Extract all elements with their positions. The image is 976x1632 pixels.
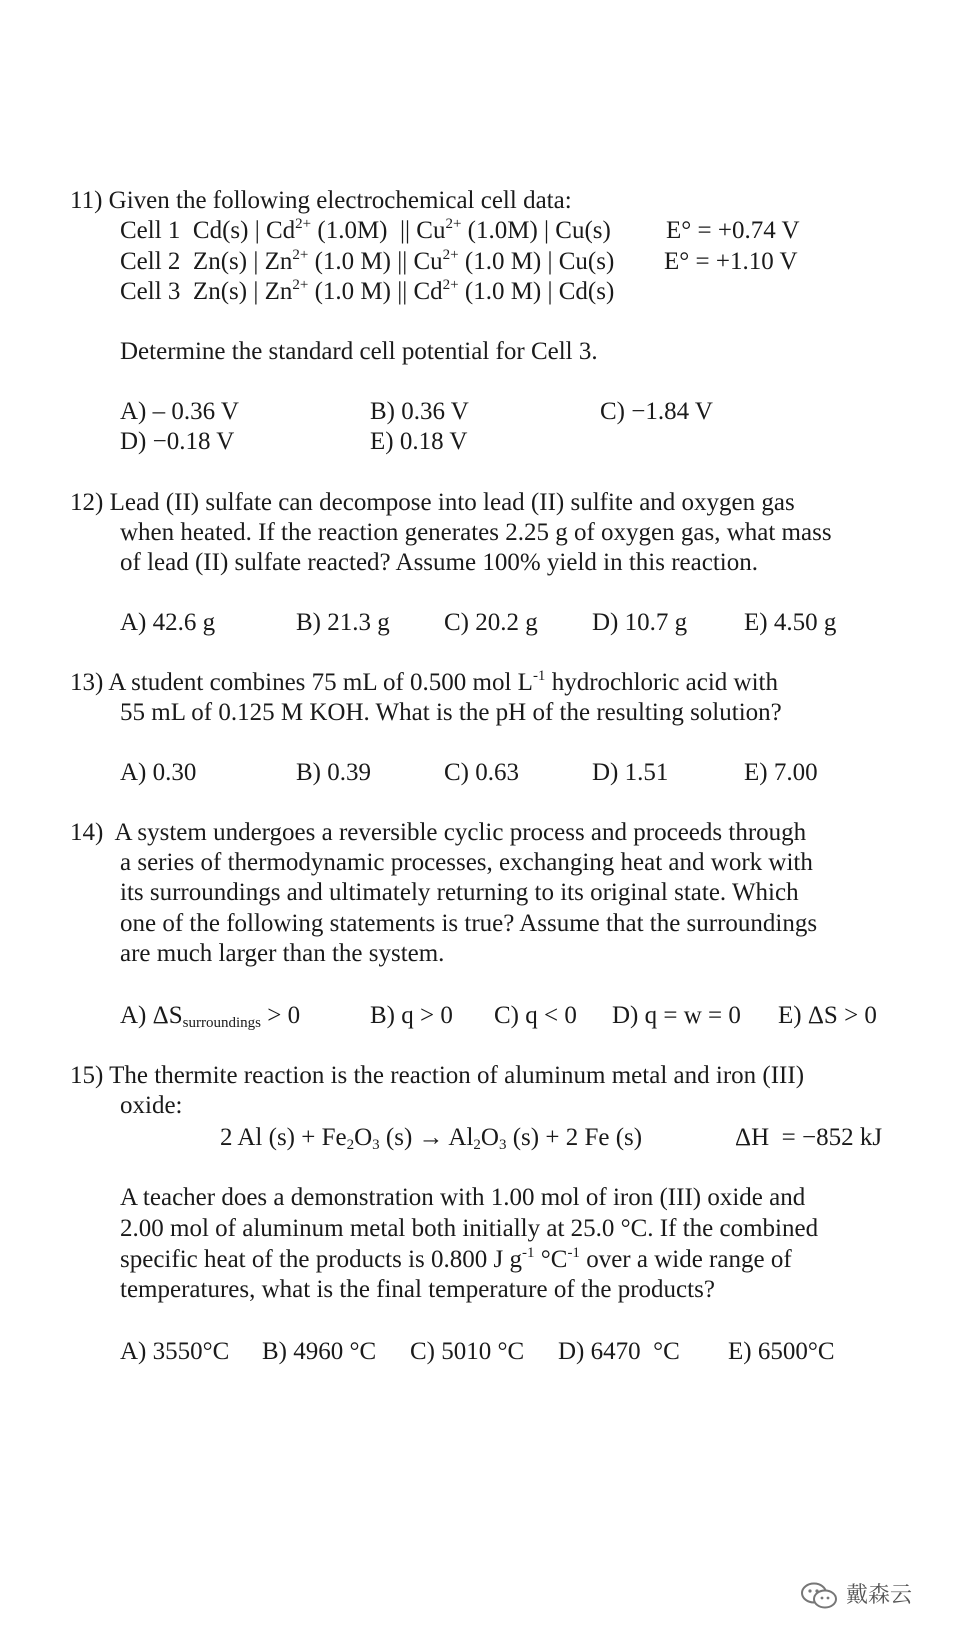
watermark-text: 戴森云 bbox=[845, 1583, 912, 1608]
question-text: Given the following electrochemical cell data: bbox=[108, 187, 572, 214]
answer-choice: C) 20.2 g bbox=[444, 609, 538, 636]
answer-choice: A) 3550°C bbox=[120, 1338, 230, 1365]
answer-choice: B) 4960 °C bbox=[262, 1338, 377, 1365]
answer-choice: E) 6500°C bbox=[728, 1338, 835, 1365]
answer-choice: C) 0.63 bbox=[444, 759, 519, 786]
question-12-line: of lead (II) sulfate reacted? Assume 100% yield in this reaction. bbox=[120, 549, 758, 576]
cell-3-row: Cell 3 Zn(s) | $Zn^{2+}$ (1.0 M) || $Cd^{2+}$ (1.0 M) | Cd(s) bbox=[120, 277, 615, 305]
question-12-line: 12) Lead (II) sulfate can decompose into lead (II) sulfite and oxygen gas bbox=[70, 489, 795, 516]
answer-choice: C) q < 0 bbox=[494, 1002, 577, 1029]
answer-choice: E) 7.00 bbox=[744, 759, 818, 786]
question-15-line: specific heat of the products is 0.800 J $g^{-1}$ $^\circ C^{-1}$ over a wide range of bbox=[120, 1245, 792, 1273]
answer-choice: B) q > 0 bbox=[370, 1002, 453, 1029]
question-14-line: a series of thermodynamic processes, exchanging heat and work with bbox=[120, 849, 813, 876]
question-15-line: A teacher does a demonstration with 1.00 mol of iron (III) oxide and bbox=[120, 1184, 806, 1211]
question-13-line: 13) A student combines 75 mL of 0.500 mol $L^{-1}$ hydrochloric acid with bbox=[70, 668, 779, 696]
answer-choice: D) −0.18 V bbox=[120, 428, 235, 455]
answer-choice: D) q = w = 0 bbox=[612, 1002, 741, 1029]
question-number: 13) bbox=[70, 669, 104, 696]
answer-choice: B) 0.39 bbox=[296, 759, 371, 786]
question-15-line: oxide: bbox=[120, 1092, 183, 1119]
question-14-line: 14) A system undergoes a reversible cyclic process and proceeds through bbox=[70, 819, 807, 846]
question-15-line: temperatures, what is the final temperature of the products? bbox=[120, 1276, 715, 1303]
watermark bbox=[800, 1580, 912, 1611]
question-14-line: one of the following statements is true? Assume that the surroundings bbox=[120, 910, 818, 937]
question-14-line: its surroundings and ultimately returning to its original state. Which bbox=[120, 879, 799, 906]
question-14-line: are much larger than the system. bbox=[120, 940, 445, 967]
wechat-icon bbox=[800, 1581, 838, 1611]
cell-1-row: Cell 1 Cd(s) | $Cd^{2+}$ (1.0M) || $Cu^{2+}$ (1.0M) | Cu(s) E° = +0.74 V bbox=[120, 216, 800, 244]
answer-choice: E) ΔS > 0 bbox=[778, 1002, 877, 1029]
answer-choice: E) 4.50 g bbox=[744, 609, 837, 636]
question-15-line: 15) The thermite reaction is the reaction of aluminum metal and iron (III) bbox=[70, 1062, 805, 1089]
question-number: 14) bbox=[70, 819, 104, 846]
question-11-stem bbox=[70, 185, 572, 216]
cell-1-potential: E° = +0.74 V bbox=[666, 217, 800, 244]
thermite-equation: 2 Al $(s) + Fe_2O_3$ $(s) \to Al_2O_3$ (s) + 2 Fe (s) bbox=[220, 1124, 643, 1153]
answer-choice: A) – 0.36 V bbox=[120, 398, 239, 425]
question-12-line: when heated. If the reaction generates 2.25 g of oxygen gas, what mass bbox=[120, 519, 832, 546]
answer-choice: D) 6470 °C bbox=[558, 1338, 680, 1365]
answer-choice: E) 0.18 V bbox=[370, 428, 468, 455]
answer-choice: D) 10.7 g bbox=[592, 609, 688, 636]
question-15-line: 2.00 mol of aluminum metal both initially at 25.0 °C. If the combined bbox=[120, 1215, 819, 1242]
answer-choice: C) −1.84 V bbox=[600, 398, 713, 425]
answer-choice: A) 42.6 g bbox=[120, 609, 216, 636]
question-13-line: 55 mL of 0.125 M KOH. What is the pH of the resulting solution? bbox=[120, 699, 782, 726]
enthalpy-change: ΔH = −852 kJ bbox=[735, 1124, 883, 1151]
answer-choice: D) 1.51 bbox=[592, 759, 669, 786]
cell-2-potential: E° = +1.10 V bbox=[664, 248, 798, 275]
answer-choice: C) 5010 °C bbox=[410, 1338, 525, 1365]
answer-choice: B) 21.3 g bbox=[296, 609, 390, 636]
question-number: 12) bbox=[70, 489, 104, 516]
question-number: 15) bbox=[70, 1062, 104, 1089]
cell-2-row: Cell 2 Zn(s) | $Zn^{2+}$ (1.0 M) || $Cu^{2+}$ (1.0 M) | Cu(s) E° = +1.10 V bbox=[120, 247, 798, 275]
answer-choice: A) $\Delta S_{surroundings} > 0$ bbox=[120, 1002, 301, 1031]
question-11-prompt: Determine the standard cell potential for Cell 3. bbox=[120, 338, 598, 365]
answer-choice: B) 0.36 V bbox=[370, 398, 469, 425]
question-number: 11) bbox=[70, 187, 103, 214]
answer-choice: A) 0.30 bbox=[120, 759, 197, 786]
